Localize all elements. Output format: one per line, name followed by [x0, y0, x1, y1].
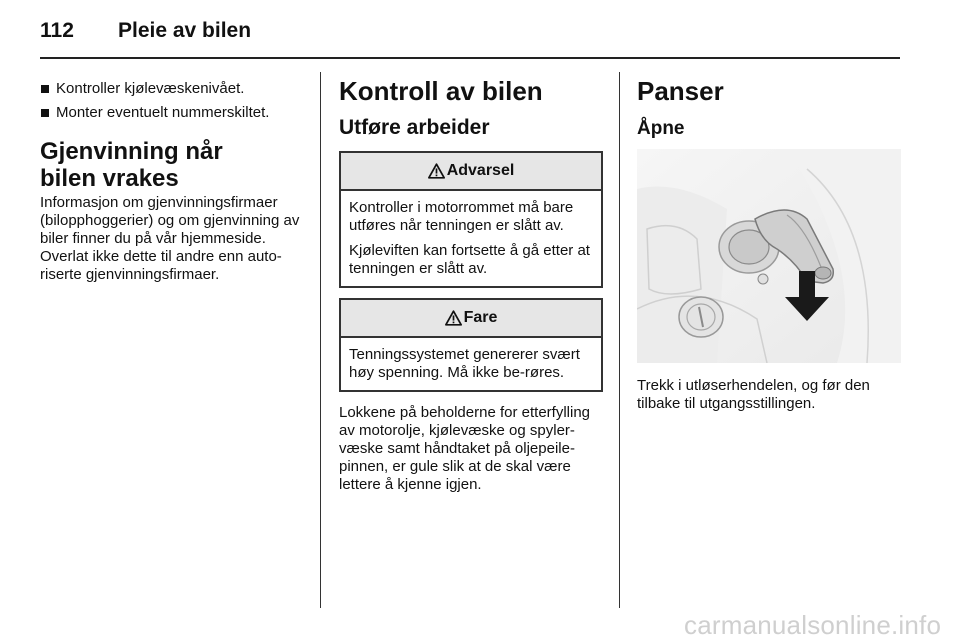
- list-item: [40, 104, 306, 122]
- danger-text: Tenningssystemet genererer svært høy spenning. Må ikke be-røres.: [349, 346, 580, 381]
- fluid-caps-paragraph: Lokkene på beholderne for etterfylling av motorolje, kjølevæske og spyler-væske samt håndtaket på oljepeile-pinnen, er gule slik at de skal være lettere å kjenne igjen.: [339, 404, 591, 493]
- header-divider: [40, 57, 900, 59]
- warning-triangle-icon: [445, 310, 462, 326]
- square-bullet-icon: [41, 109, 49, 117]
- column-divider-right: [619, 72, 620, 608]
- warning-triangle-icon: [428, 163, 445, 179]
- left-column: [40, 72, 306, 284]
- section-heading: Kontroll av bilen: [339, 76, 543, 106]
- warning-text: Kjøleviften kan fortsette å gå etter at tenningen er slått av.: [349, 242, 590, 277]
- page-title: Pleie av bilen: [118, 19, 252, 42]
- list-item: [40, 80, 306, 98]
- recycling-heading: Gjenvinning når bilen vrakes: [40, 138, 223, 192]
- danger-box: [339, 298, 603, 392]
- section-heading: Panser: [637, 76, 724, 106]
- warning-text: Kontroller i motorrommet må bare utføres når tenningen er slått av.: [349, 199, 574, 234]
- list-item-text: Monter eventuelt nummerskiltet.: [56, 104, 270, 121]
- right-column: [637, 72, 901, 413]
- subsection-heading: Utføre arbeider: [339, 116, 490, 139]
- hood-release-caption: Trekk i utløserhendelen, og før den tilbake til utgangsstillingen.: [637, 377, 870, 412]
- middle-column: [339, 72, 603, 494]
- watermark: carmanualsonline.info: [684, 610, 942, 640]
- warning-box: [339, 151, 603, 288]
- list-item-text: Kontroller kjølevæskenivået.: [56, 80, 245, 97]
- checklist: [40, 80, 306, 122]
- warning-box-title: Advarsel: [446, 162, 515, 179]
- page-number: 112: [40, 19, 74, 42]
- danger-box-title: Fare: [463, 309, 498, 326]
- square-bullet-icon: [41, 85, 49, 93]
- subsection-heading: Åpne: [637, 118, 685, 139]
- warning-box-body: [341, 191, 601, 286]
- hood-release-illustration: [637, 149, 901, 363]
- column-divider-left: [320, 72, 321, 608]
- danger-box-body: [341, 338, 601, 390]
- recycling-paragraph: Informasjon om gjenvinningsfirmaer (bilopphoggerier) og om gjenvinning av biler finner du på vår hjemmeside. Overlat ikke dette til andre enn auto-riserte gjenvinningsfirmaer.: [40, 194, 300, 283]
- danger-box-header: [341, 300, 601, 338]
- warning-box-header: [341, 153, 601, 191]
